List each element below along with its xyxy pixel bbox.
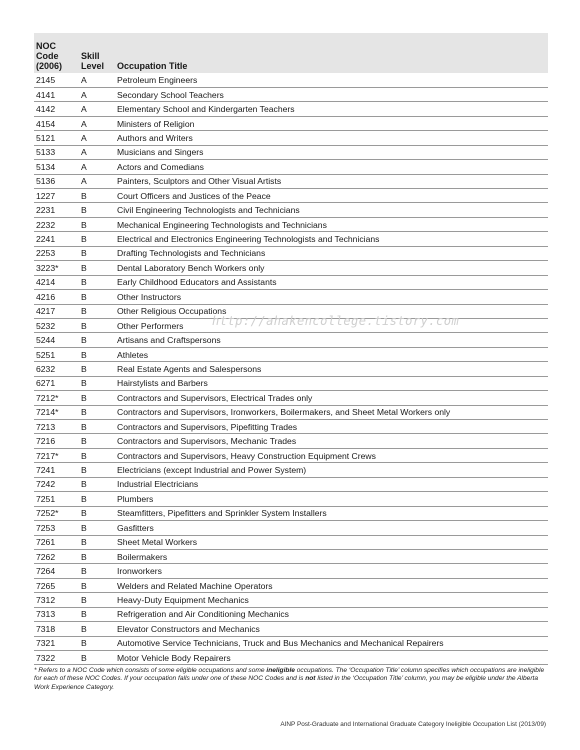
cell-noc-code: 7212* bbox=[34, 391, 79, 405]
cell-noc-code: 4154 bbox=[34, 116, 79, 130]
table-row bbox=[34, 87, 548, 101]
cell-occupation-title: Drafting Technologists and Technicians bbox=[115, 246, 548, 260]
cell-occupation-title: Authors and Writers bbox=[115, 131, 548, 145]
cell-skill-level: B bbox=[79, 521, 115, 535]
cell-occupation-title: Automotive Service Technicians, Truck and Bus Mechanics and Mechanical Repairers bbox=[115, 636, 548, 650]
cell-occupation-title: Dental Laboratory Bench Workers only bbox=[115, 261, 548, 275]
table-row bbox=[34, 145, 548, 159]
cell-occupation-title: Gasfitters bbox=[115, 521, 548, 535]
cell-occupation-title: Ironworkers bbox=[115, 564, 548, 578]
cell-occupation-title: Electricians (except Industrial and Power System) bbox=[115, 463, 548, 477]
cell-noc-code: 7217* bbox=[34, 448, 79, 462]
table-row bbox=[34, 318, 548, 332]
cell-noc-code: 2253 bbox=[34, 246, 79, 260]
table-row bbox=[34, 333, 548, 347]
cell-skill-level: B bbox=[79, 246, 115, 260]
footnote-text-3: listed in the ‘Occupation Title’ column, you may be eligible under the Alberta Work Experience Category. bbox=[34, 675, 539, 691]
table-row bbox=[34, 102, 548, 116]
cell-skill-level: B bbox=[79, 607, 115, 621]
cell-skill-level: B bbox=[79, 333, 115, 347]
cell-noc-code: 5232 bbox=[34, 318, 79, 332]
cell-noc-code: 7262 bbox=[34, 549, 79, 563]
cell-noc-code: 7213 bbox=[34, 420, 79, 434]
footnote-bold-not: not bbox=[305, 675, 316, 683]
table-row bbox=[34, 275, 548, 289]
cell-occupation-title: Sheet Metal Workers bbox=[115, 535, 548, 549]
cell-occupation-title: Musicians and Singers bbox=[115, 145, 548, 159]
cell-noc-code: 4217 bbox=[34, 304, 79, 318]
cell-noc-code: 7322 bbox=[34, 651, 79, 665]
cell-skill-level: B bbox=[79, 651, 115, 665]
cell-noc-code: 7241 bbox=[34, 463, 79, 477]
table-header bbox=[34, 33, 548, 73]
cell-occupation-title: Elevator Constructors and Mechanics bbox=[115, 622, 548, 636]
cell-noc-code: 7253 bbox=[34, 521, 79, 535]
footnote bbox=[34, 667, 546, 692]
cell-skill-level: A bbox=[79, 102, 115, 116]
cell-skill-level: B bbox=[79, 189, 115, 203]
table-row bbox=[34, 593, 548, 607]
table-row bbox=[34, 622, 548, 636]
cell-skill-level: B bbox=[79, 535, 115, 549]
table-row bbox=[34, 131, 548, 145]
cell-occupation-title: Other Religious Occupations bbox=[115, 304, 548, 318]
cell-skill-level: B bbox=[79, 275, 115, 289]
cell-occupation-title: Industrial Electricians bbox=[115, 477, 548, 491]
footnote-text-2: occupations. The ‘Occupation Title’ column specifies which occupations are ineligible for each of these NOC Codes. If your occupation falls under one of these NOC Codes and is bbox=[34, 667, 545, 683]
cell-skill-level: B bbox=[79, 376, 115, 390]
cell-noc-code: 6271 bbox=[34, 376, 79, 390]
cell-skill-level: B bbox=[79, 203, 115, 217]
cell-skill-level: A bbox=[79, 145, 115, 159]
table-row bbox=[34, 477, 548, 491]
cell-occupation-title: Steamfitters, Pipefitters and Sprinkler System Installers bbox=[115, 506, 548, 520]
cell-noc-code: 7261 bbox=[34, 535, 79, 549]
cell-noc-code: 6232 bbox=[34, 362, 79, 376]
cell-skill-level: B bbox=[79, 391, 115, 405]
cell-occupation-title: Secondary School Teachers bbox=[115, 87, 548, 101]
cell-occupation-title: Painters, Sculptors and Other Visual Artists bbox=[115, 174, 548, 188]
cell-skill-level: A bbox=[79, 174, 115, 188]
cell-occupation-title: Hairstylists and Barbers bbox=[115, 376, 548, 390]
cell-skill-level: B bbox=[79, 290, 115, 304]
page-footer: AINP Post-Graduate and International Graduate Category Ineligible Occupation List (2013/09) bbox=[280, 721, 546, 728]
table-row bbox=[34, 535, 548, 549]
watermark-text: http://ahakencollege.tistory.com bbox=[212, 314, 460, 328]
cell-noc-code: 7265 bbox=[34, 578, 79, 592]
cell-occupation-title: Boilermakers bbox=[115, 549, 548, 563]
cell-occupation-title: Heavy-Duty Equipment Mechanics bbox=[115, 593, 548, 607]
cell-noc-code: 7321 bbox=[34, 636, 79, 650]
cell-skill-level: A bbox=[79, 131, 115, 145]
cell-skill-level: B bbox=[79, 362, 115, 376]
cell-noc-code: 5121 bbox=[34, 131, 79, 145]
table-row bbox=[34, 347, 548, 361]
cell-occupation-title: Plumbers bbox=[115, 492, 548, 506]
table-row bbox=[34, 116, 548, 130]
table-row bbox=[34, 246, 548, 260]
cell-noc-code: 7312 bbox=[34, 593, 79, 607]
cell-occupation-title: Elementary School and Kindergarten Teachers bbox=[115, 102, 548, 116]
table-row bbox=[34, 174, 548, 188]
cell-noc-code: 4142 bbox=[34, 102, 79, 116]
cell-skill-level: B bbox=[79, 434, 115, 448]
cell-skill-level: B bbox=[79, 232, 115, 246]
cell-noc-code: 5134 bbox=[34, 160, 79, 174]
header-skill-level: Skill Level bbox=[81, 51, 105, 71]
cell-noc-code: 7251 bbox=[34, 492, 79, 506]
cell-skill-level: B bbox=[79, 578, 115, 592]
cell-occupation-title: Contractors and Supervisors, Heavy Construction Equipment Crews bbox=[115, 448, 548, 462]
table-row bbox=[34, 362, 548, 376]
header-occupation-title: Occupation Title bbox=[117, 61, 188, 71]
cell-skill-level: A bbox=[79, 73, 115, 87]
cell-occupation-title: Welders and Related Machine Operators bbox=[115, 578, 548, 592]
cell-skill-level: B bbox=[79, 347, 115, 361]
cell-occupation-title: Refrigeration and Air Conditioning Mechanics bbox=[115, 607, 548, 621]
cell-noc-code: 2145 bbox=[34, 73, 79, 87]
table-row bbox=[34, 607, 548, 621]
table-row bbox=[34, 492, 548, 506]
table-row bbox=[34, 463, 548, 477]
table-row bbox=[34, 405, 548, 419]
cell-noc-code: 7313 bbox=[34, 607, 79, 621]
table-row bbox=[34, 203, 548, 217]
cell-skill-level: B bbox=[79, 564, 115, 578]
cell-occupation-title: Other Instructors bbox=[115, 290, 548, 304]
cell-skill-level: B bbox=[79, 477, 115, 491]
table-row bbox=[34, 651, 548, 665]
table-row bbox=[34, 521, 548, 535]
cell-noc-code: 1227 bbox=[34, 189, 79, 203]
cell-noc-code: 7214* bbox=[34, 405, 79, 419]
cell-noc-code: 2232 bbox=[34, 217, 79, 231]
cell-noc-code: 7264 bbox=[34, 564, 79, 578]
table-row bbox=[34, 304, 548, 318]
table-row bbox=[34, 160, 548, 174]
cell-skill-level: B bbox=[79, 304, 115, 318]
cell-noc-code: 3223* bbox=[34, 261, 79, 275]
cell-noc-code: 5251 bbox=[34, 347, 79, 361]
cell-occupation-title: Contractors and Supervisors, Pipefitting Trades bbox=[115, 420, 548, 434]
cell-noc-code: 5244 bbox=[34, 333, 79, 347]
cell-occupation-title: Contractors and Supervisors, Electrical Trades only bbox=[115, 391, 548, 405]
header-row bbox=[34, 33, 548, 73]
cell-occupation-title: Actors and Comedians bbox=[115, 160, 548, 174]
cell-noc-code: 5136 bbox=[34, 174, 79, 188]
cell-noc-code: 7252* bbox=[34, 506, 79, 520]
cell-noc-code: 2231 bbox=[34, 203, 79, 217]
cell-noc-code: 4141 bbox=[34, 87, 79, 101]
cell-occupation-title: Civil Engineering Technologists and Technicians bbox=[115, 203, 548, 217]
table-row bbox=[34, 434, 548, 448]
footnote-text-1: * Refers to a NOC Code which consists of some eligible occupations and some bbox=[34, 667, 267, 674]
cell-skill-level: B bbox=[79, 549, 115, 563]
cell-skill-level: B bbox=[79, 405, 115, 419]
cell-occupation-title: Artisans and Craftspersons bbox=[115, 333, 548, 347]
cell-occupation-title: Ministers of Religion bbox=[115, 116, 548, 130]
cell-skill-level: B bbox=[79, 622, 115, 636]
cell-skill-level: B bbox=[79, 636, 115, 650]
cell-noc-code: 7216 bbox=[34, 434, 79, 448]
cell-occupation-title: Early Childhood Educators and Assistants bbox=[115, 275, 548, 289]
cell-skill-level: A bbox=[79, 87, 115, 101]
table-row bbox=[34, 549, 548, 563]
header-noc-code: NOC Code (2006) bbox=[36, 41, 63, 71]
cell-occupation-title: Athletes bbox=[115, 347, 548, 361]
table-row bbox=[34, 564, 548, 578]
table-row bbox=[34, 420, 548, 434]
cell-skill-level: B bbox=[79, 448, 115, 462]
table-row bbox=[34, 391, 548, 405]
cell-occupation-title: Contractors and Supervisors, Mechanic Trades bbox=[115, 434, 548, 448]
footnote-bold-ineligible: ineligible bbox=[266, 667, 295, 674]
cell-skill-level: B bbox=[79, 463, 115, 477]
table-row bbox=[34, 290, 548, 304]
cell-skill-level: B bbox=[79, 492, 115, 506]
cell-occupation-title: Electrical and Electronics Engineering Technologists and Technicians bbox=[115, 232, 548, 246]
cell-noc-code: 5133 bbox=[34, 145, 79, 159]
ineligible-occupation-table bbox=[34, 33, 548, 665]
cell-occupation-title: Petroleum Engineers bbox=[115, 73, 548, 87]
cell-skill-level: B bbox=[79, 593, 115, 607]
cell-noc-code: 7242 bbox=[34, 477, 79, 491]
table-row bbox=[34, 261, 548, 275]
cell-noc-code: 2241 bbox=[34, 232, 79, 246]
table-row bbox=[34, 232, 548, 246]
cell-noc-code: 7318 bbox=[34, 622, 79, 636]
table-row bbox=[34, 73, 548, 87]
cell-noc-code: 4216 bbox=[34, 290, 79, 304]
table-row bbox=[34, 448, 548, 462]
cell-skill-level: A bbox=[79, 116, 115, 130]
table-row bbox=[34, 217, 548, 231]
table-row bbox=[34, 578, 548, 592]
table-body bbox=[34, 73, 548, 665]
cell-occupation-title: Mechanical Engineering Technologists and Technicians bbox=[115, 217, 548, 231]
table-row bbox=[34, 376, 548, 390]
cell-occupation-title: Contractors and Supervisors, Ironworkers, Boilermakers, and Sheet Metal Workers only bbox=[115, 405, 548, 419]
table-row bbox=[34, 189, 548, 203]
table-row bbox=[34, 506, 548, 520]
cell-skill-level: B bbox=[79, 506, 115, 520]
cell-occupation-title: Motor Vehicle Body Repairers bbox=[115, 651, 548, 665]
cell-occupation-title: Other Performers bbox=[115, 318, 548, 332]
cell-noc-code: 4214 bbox=[34, 275, 79, 289]
table-row bbox=[34, 636, 548, 650]
cell-skill-level: A bbox=[79, 160, 115, 174]
cell-skill-level: B bbox=[79, 217, 115, 231]
cell-skill-level: B bbox=[79, 420, 115, 434]
cell-skill-level: B bbox=[79, 261, 115, 275]
cell-skill-level: B bbox=[79, 318, 115, 332]
cell-occupation-title: Real Estate Agents and Salespersons bbox=[115, 362, 548, 376]
cell-occupation-title: Court Officers and Justices of the Peace bbox=[115, 189, 548, 203]
